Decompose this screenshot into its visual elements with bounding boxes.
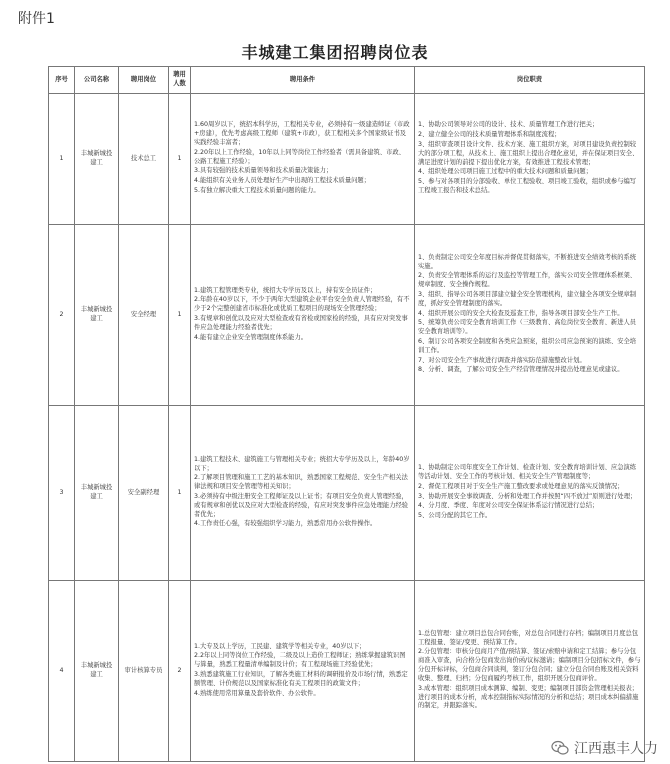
duty-item: 3、组织审查项目设计文件、技术方案、施工组织方案，对项目建设负责控制较大的部分项工程，从技术上、施工组织上提出合理化意见，并在保证项目安全、满足进度计划的前提下提出优化方案，有效推进工程技术管理； bbox=[418, 140, 639, 166]
condition-item: 2.2年以上同等岗位工作经验，二级及以上造价工程师证；熟练掌握建筑识图与算量，熟悉工程量清单编制及计价；有工程现场施工经验优先； bbox=[194, 652, 406, 669]
table-row bbox=[49, 94, 645, 225]
header-count: 聘用人数 bbox=[169, 67, 191, 94]
duty-item: 1.总包管理：建立项目总包合同台账，对总包合同进行存档；编制项目月度总包工程报量、签证/变更、预结算工作。 bbox=[418, 629, 639, 646]
row-duties bbox=[415, 94, 645, 225]
header-no: 序号 bbox=[49, 67, 75, 94]
condition-item: 1.建筑工程管理类专业，统招大专学历及以上，持有安全员证件； bbox=[194, 286, 377, 294]
condition-item: 1.60周岁以下，统招本科学历，工程相关专业，必须持有一级建造师证（市政+房建），优先考虑高级工程师（建筑+市政），获工程相关多个国家级证书及实践经验丰富者； bbox=[194, 121, 410, 146]
row-duties bbox=[415, 406, 645, 581]
duty-item: 6、制订公司各项安全制度和各类应急预案，组织公司应急预案的演练、安全培训工作。 bbox=[418, 338, 637, 354]
row-duties bbox=[415, 581, 645, 762]
duty-item: 5、公司分配的其它工作。 bbox=[418, 512, 492, 520]
row-conditions bbox=[191, 94, 415, 225]
row-duties bbox=[415, 225, 645, 406]
row-company: 丰城新城投建工 bbox=[75, 406, 119, 581]
condition-item: 2.年龄在40岁以下，不少于两年大型建筑企业平台安全负责人管理经验，有不少于2个完整创建省市标准化或优质工程项目的现场安全管理经验； bbox=[194, 296, 410, 313]
row-count: 1 bbox=[169, 225, 191, 406]
table-header-row bbox=[49, 67, 645, 94]
attachment-label: 附件1 bbox=[18, 11, 55, 27]
header-duties: 岗位职责 bbox=[415, 67, 645, 94]
duty-item: 3、组织、指导公司各项目部建立健全安全管理机构，建立健全各项安全规章制度，抓好安全管理制度的落实。 bbox=[418, 290, 637, 307]
row-no: 3 bbox=[49, 406, 75, 581]
condition-item: 4.熟练使用常用算量及套价软件、办公软件。 bbox=[194, 689, 320, 697]
condition-item: 1.建筑工程技术、建筑施工与管理相关专业；统招大专学历及以上，年龄40岁以下； bbox=[194, 455, 410, 472]
page-title: 丰城建工集团招聘岗位表 bbox=[241, 43, 429, 62]
row-company: 丰城新城投建工 bbox=[75, 225, 119, 406]
row-conditions bbox=[191, 225, 415, 406]
condition-item: 3.具有较强的技术质量领导和技术质量决策能力； bbox=[194, 167, 333, 175]
table-row bbox=[49, 225, 645, 406]
row-company: 丰城新城投建工 bbox=[75, 581, 119, 762]
duty-item: 2、负责安全管理体系的运行及监控等管理工作，落实公司安全管理体系框架、规章制度、安全操作规程。 bbox=[418, 272, 637, 289]
condition-item: 4.能组织有关业务人员处理好生产中出现的工程技术质量问题； bbox=[194, 177, 371, 185]
condition-item: 5.有独立解决重大工程技术质量问题的能力。 bbox=[194, 186, 320, 194]
duty-item: 5、参与对各项目的分部验收、单位工程验收、项目竣工验收，组织或参与编写工程竣工报告和技术总结。 bbox=[418, 178, 637, 194]
duty-item: 3、协助开展安全事故调查、分析和处理工作并按照“四不放过”原则进行处理； bbox=[418, 492, 637, 500]
condition-item: 3.必须持有中级注册安全工程师证及以上证书；有项目安全负责人管理经验，或有规章和创优以及应对大型检查的经验，有应对突发事件应急处理能力经验者优先； bbox=[194, 493, 409, 518]
wechat-icon bbox=[551, 740, 569, 756]
row-position: 技术总工 bbox=[119, 94, 169, 225]
header-company: 公司名称 bbox=[75, 67, 119, 94]
duty-item: 7、对公司安全生产事故进行调查并落实防范措施整改计划。 bbox=[418, 356, 586, 364]
table-row bbox=[49, 406, 645, 581]
row-conditions bbox=[191, 406, 415, 581]
row-count: 1 bbox=[169, 94, 191, 225]
header-position: 聘用岗位 bbox=[119, 67, 169, 94]
duty-item: 5、统筹负责公司安全教育培训工作（三级教育、高危岗位安全教育、新进人员安全教育培训等）。 bbox=[418, 319, 637, 336]
duty-item: 4、组织开展公司的安全大检查及巡查工作，指导各项目部安全生产工作。 bbox=[418, 309, 624, 317]
row-position: 安全副经理 bbox=[119, 406, 169, 581]
duty-item: 8、分析、调查，了解公司安全生产经营管理情况并提出处理意见或建议。 bbox=[418, 366, 624, 374]
recruitment-table bbox=[48, 66, 645, 762]
condition-item: 4.工作责任心强，有较强组织学习能力，熟悉常用办公软件操作。 bbox=[194, 520, 377, 528]
duty-item: 1、协助制定公司年度安全工作计划、检查计划、安全教育培训计划、应急演练等活动计划、安全工作的考核计划、相关安全生产管理制度等； bbox=[418, 464, 637, 480]
row-no: 2 bbox=[49, 225, 75, 406]
row-position: 安全经理 bbox=[119, 225, 169, 406]
duty-item: 2、建立健全公司的技术质量管理体系和制度流程； bbox=[418, 131, 561, 139]
duty-item: 2.分包管理：审核分包商月产值/预结算、签证/索赔申请和定工结算；参与分包商准入审查，向合格分包商发出询价函/议标邀请；编制项目分包招标文件，参与分包开标评标，分包商合同谈判，签订分包合同；建立分包合同台账及相关资料收集、整理、归档；分包商履约考核工作，组织开展分包商评价。 bbox=[418, 648, 641, 682]
duty-item: 3.成本管理：组织项目成本测算、编制、变更；编制项目部资金管理相关报表；进行项目的成本分析，成本控制指标实际情况的分析和总结；项目成本纠偏措施的制定，并跟踪落实。 bbox=[418, 684, 639, 710]
condition-item: 3.有规章和创优以及应对大型检查或有省检或国家检的经验，具有应对突发事件应急处理能力经验者优先； bbox=[194, 315, 408, 331]
duty-item: 4、分月度、季度、年度对公司安全保证体系运行情况进行总结； bbox=[418, 502, 599, 510]
duty-item: 2、督促工程项目对于安全生产施工整改要求或处理意见的落实反馈情况； bbox=[418, 482, 624, 490]
header-conditions: 聘用条件 bbox=[191, 67, 415, 94]
row-count: 1 bbox=[169, 406, 191, 581]
duty-item: 1、负责制定公司安全年度目标并督促贯彻落实，不断推进安全绩效考核的系统实施。 bbox=[418, 253, 637, 270]
condition-item: 4.能有建立企业安全管理制度体系能力。 bbox=[194, 333, 308, 341]
condition-item: 2.了解项目管理和施工工艺的基本知识，熟悉国家工程规范、安全生产相关法律法规和项目安全管理等相关知识； bbox=[194, 474, 408, 491]
condition-item: 3.熟悉建筑施工行业知识，了解各类施工材料的调研报价及市场行情，熟悉定额管理、计价规范以及国家标准化有关工程项目的政策文件； bbox=[194, 671, 408, 687]
row-no: 1 bbox=[49, 94, 75, 225]
row-count: 2 bbox=[169, 581, 191, 762]
table-row bbox=[49, 581, 645, 762]
row-position: 审计核算专员 bbox=[119, 581, 169, 762]
row-no: 4 bbox=[49, 581, 75, 762]
duty-item: 1、协助公司领导对公司的设计、技术、质量管理工作进行把关； bbox=[418, 121, 599, 129]
duty-item: 4、组织处理公司项目施工过程中的重大技术问题和质量问题； bbox=[418, 168, 593, 176]
watermark-text: 江西惠丰人力 bbox=[574, 741, 658, 757]
condition-item: 1.大专及以上学历，工民建、建筑学等相关专业，40岁以下； bbox=[194, 642, 366, 650]
condition-item: 2.20年以上工作经验，10年以上同等岗位工作经验者（需具备建筑、市政、公路工程施工经验）； bbox=[194, 148, 405, 165]
row-conditions bbox=[191, 581, 415, 762]
watermark bbox=[551, 738, 658, 758]
row-company: 丰城新城投建工 bbox=[75, 94, 119, 225]
